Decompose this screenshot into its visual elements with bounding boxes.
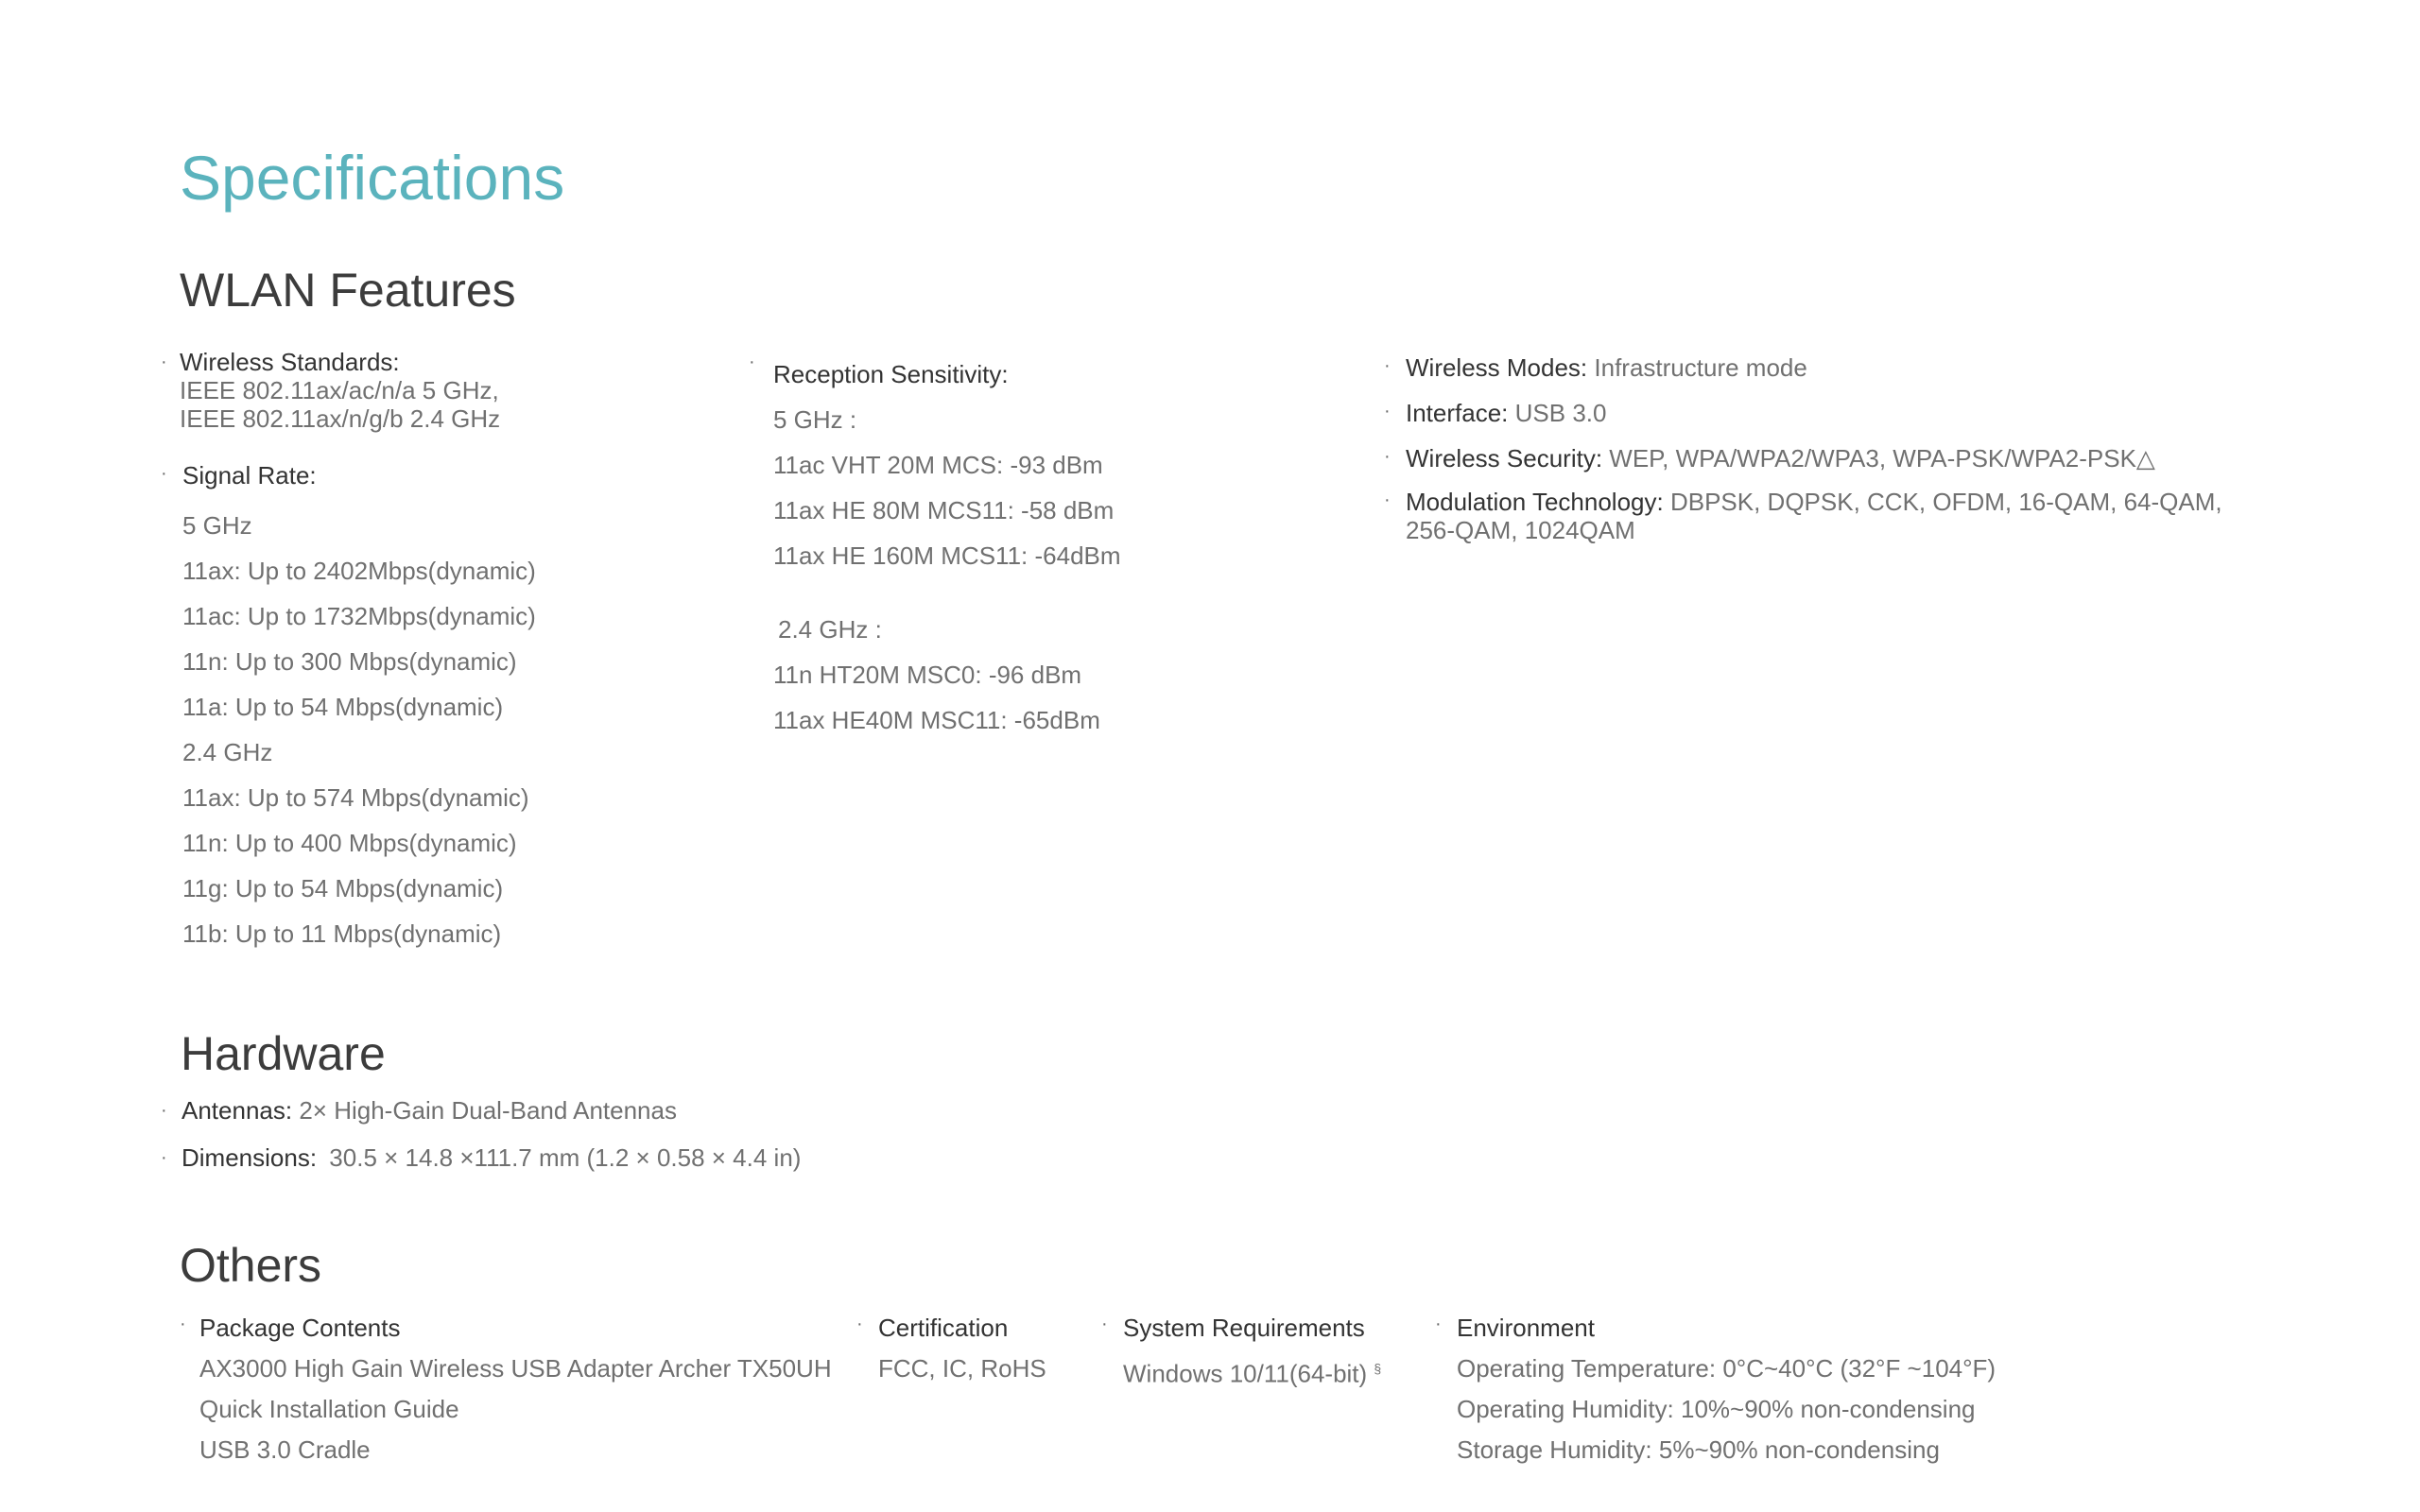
reception-sensitivity-label: Reception Sensitivity: [773, 360, 1009, 388]
wireless-modes-value: Infrastructure mode [1594, 353, 1807, 382]
others-heading: Others [180, 1239, 322, 1292]
page-title: Specifications [180, 143, 565, 213]
bullet-icon: · [161, 1100, 167, 1121]
dimensions-value: 30.5 × 14.8 ×111.7 mm (1.2 × 0.58 × 4.4 in) [329, 1143, 802, 1172]
wireless-standards-value: IEEE 802.11ax/ac/n/a 5 GHz, [180, 376, 499, 404]
bullet-icon: · [161, 352, 167, 372]
reception-sensitivity-item [773, 352, 1121, 743]
system-requirements-item [1123, 1308, 1381, 1395]
signal-rate-line: 11n: Up to 300 Mbps(dynamic) [182, 647, 517, 676]
wireless-modes-label: Wireless Modes: [1406, 353, 1588, 382]
certification-label: Certification [878, 1314, 1009, 1342]
system-requirements-value: Windows 10/11(64-bit) [1123, 1359, 1368, 1388]
signal-rate-line: 11n: Up to 400 Mbps(dynamic) [182, 829, 517, 857]
interface-item [1406, 399, 1606, 428]
reception-line: 11ac VHT 20M MCS: -93 dBm [773, 451, 1103, 479]
reception-line: 11ax HE 80M MCS11: -58 dBm [773, 496, 1115, 524]
environment-line: Operating Humidity: 10%~90% non-condensing [1457, 1395, 1976, 1423]
hardware-heading: Hardware [181, 1027, 386, 1080]
reception-line: 11ax HE 160M MCS11: -64dBm [773, 541, 1121, 570]
bullet-icon: · [1435, 1314, 1442, 1334]
package-contents-line: USB 3.0 Cradle [199, 1435, 371, 1464]
bullet-icon: · [1101, 1314, 1108, 1334]
signal-rate-line: 11g: Up to 54 Mbps(dynamic) [182, 874, 504, 902]
bullet-icon: · [1384, 401, 1391, 421]
signal-rate-line: 2.4 GHz [182, 738, 273, 766]
signal-rate-line: 11a: Up to 54 Mbps(dynamic) [182, 693, 504, 721]
signal-rate-label: Signal Rate: [182, 461, 317, 490]
wireless-security-value: WEP, WPA/WPA2/WPA3, WPA-PSK/WPA2-PSK△ [1609, 444, 2155, 472]
dimensions-item [182, 1143, 801, 1173]
dimensions-label: Dimensions: [182, 1143, 318, 1172]
bullet-icon: · [161, 1147, 167, 1168]
antennas-item [182, 1096, 677, 1125]
wireless-standards-value: IEEE 802.11ax/n/g/b 2.4 GHz [180, 404, 501, 433]
modulation-value: DBPSK, DQPSK, CCK, OFDM, 16-QAM, 64-QAM, [1669, 488, 2222, 516]
wireless-standards-item [180, 348, 500, 433]
bullet-icon: · [1384, 490, 1391, 510]
package-contents-line: AX3000 High Gain Wireless USB Adapter Archer TX50UH [199, 1354, 832, 1383]
certification-item [878, 1308, 1046, 1389]
modulation-item [1406, 488, 2222, 544]
antennas-value: 2× High-Gain Dual-Band Antennas [299, 1096, 677, 1125]
reception-band-5ghz: 5 GHz : [773, 405, 857, 434]
wireless-modes-item [1406, 353, 1807, 383]
interface-label: Interface: [1406, 399, 1509, 427]
bullet-icon: · [1384, 355, 1391, 376]
reception-band-24ghz: 2.4 GHz : [778, 615, 882, 644]
bullet-icon: · [856, 1314, 863, 1334]
signal-rate-item [182, 459, 536, 956]
package-contents-line: Quick Installation Guide [199, 1395, 459, 1423]
antennas-label: Antennas: [182, 1096, 293, 1125]
modulation-value: 256-QAM, 1024QAM [1406, 516, 1635, 544]
reception-line: 11n HT20M MSC0: -96 dBm [773, 661, 1082, 689]
signal-rate-line: 11ax: Up to 2402Mbps(dynamic) [182, 557, 536, 585]
bullet-icon: · [180, 1314, 186, 1334]
bullet-icon: · [1384, 446, 1391, 467]
wireless-security-label: Wireless Security: [1406, 444, 1603, 472]
signal-rate-line: 11ax: Up to 574 Mbps(dynamic) [182, 783, 529, 812]
system-requirements-label: System Requirements [1123, 1314, 1365, 1342]
environment-label: Environment [1457, 1314, 1595, 1342]
modulation-label: Modulation Technology: [1406, 488, 1664, 516]
reception-line: 11ax HE40M MSC11: -65dBm [773, 706, 1100, 734]
bullet-icon: · [161, 463, 167, 484]
wireless-standards-label: Wireless Standards: [180, 348, 400, 376]
package-contents-item [199, 1308, 832, 1470]
package-contents-label: Package Contents [199, 1314, 401, 1342]
wireless-security-item [1406, 444, 2155, 473]
certification-value: FCC, IC, RoHS [878, 1354, 1046, 1383]
interface-value: USB 3.0 [1514, 399, 1607, 427]
environment-item [1457, 1308, 1996, 1470]
bullet-icon: · [749, 352, 755, 372]
signal-rate-line: 11b: Up to 11 Mbps(dynamic) [182, 919, 502, 948]
signal-rate-line: 5 GHz [182, 511, 252, 540]
footnote-mark: § [1374, 1361, 1382, 1376]
environment-line: Operating Temperature: 0°C~40°C (32°F ~104°F) [1457, 1354, 1996, 1383]
environment-line: Storage Humidity: 5%~90% non-condensing [1457, 1435, 1940, 1464]
wlan-features-heading: WLAN Features [180, 264, 516, 317]
signal-rate-line: 11ac: Up to 1732Mbps(dynamic) [182, 602, 536, 630]
